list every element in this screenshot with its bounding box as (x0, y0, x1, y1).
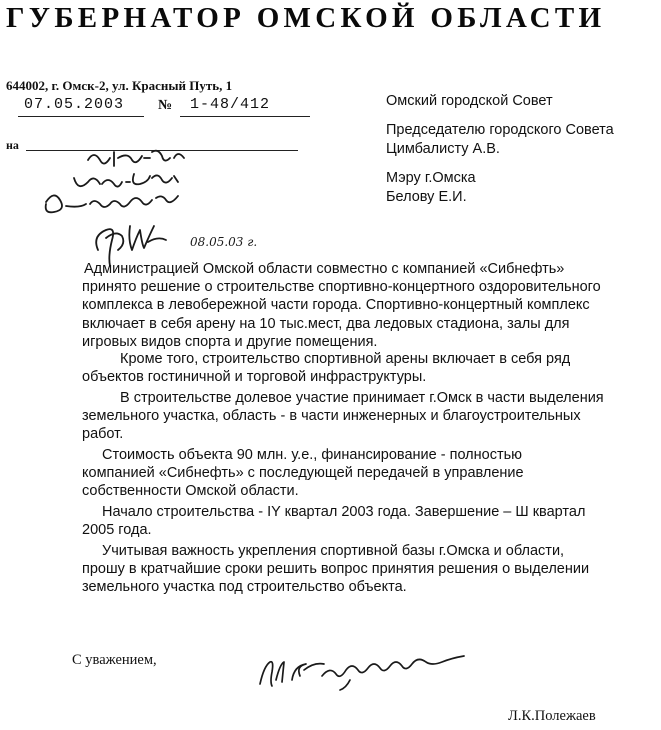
paragraph-line: прошу в кратчайшие сроки решить вопрос принятия решения о выделении (82, 561, 590, 578)
paragraph-line: включает в себя арену на 10 тыс.мест, два ледовых стадиона, залы для (82, 315, 570, 332)
recipient-mayor-name: Белову Е.И. (386, 189, 467, 205)
paragraph-line: Администрацией Омской области совместно с компанией «Сибнефть» (84, 261, 565, 277)
recipient-council: Омский городской Совет (386, 93, 553, 109)
paragraph-line: комплекса в левобережной части города. Спортивно-концертный комплекс (82, 297, 590, 314)
resolution-date: 08.05.03 г. (190, 235, 258, 249)
paragraph-line: В строительстве долевое участие принимает г.Омск в части выделения (120, 390, 604, 406)
letterhead-title: ГУБЕРНАТОР ОМСКОЙ ОБЛАСТИ (6, 2, 606, 34)
registration-date: 07.05.2003 (18, 96, 144, 117)
registration-number: 1-48/412 (180, 96, 310, 117)
registration-number-label: № (158, 98, 173, 113)
paragraph-3 (0, 389, 661, 444)
paragraph-line: Начало строительства - IY квартал 2003 года. Завершение – Ш квартал (102, 504, 586, 520)
paragraph-line: 2005 года. (82, 522, 152, 539)
paragraph-line: Учитывая важность укрепления спортивной базы г.Омска и области, (102, 543, 565, 559)
signature (252, 650, 492, 694)
paragraph-line: земельного участка под строительство объекта. (82, 579, 407, 596)
paragraph-line: компанией «Сибнефть» с последующей передачей в управление (82, 465, 524, 482)
paragraph-2 (0, 350, 661, 386)
paragraph-1 (0, 260, 661, 351)
paragraph-line: принято решение о строительстве спортивно-концертного оздоровительного (82, 279, 601, 296)
paragraph-line: Кроме того, строительство спортивной арены включает в себя ряд (120, 351, 571, 367)
letterhead-address: 644002, г. Омск-2, ул. Красный Путь, 1 (6, 78, 233, 93)
recipient-mayor-title: Мэру г.Омска (386, 170, 476, 186)
recipient-chairman-name: Цимбалисту А.В. (386, 141, 500, 157)
recipients-block (386, 92, 658, 207)
paragraph-4 (0, 446, 661, 501)
signer-name: Л.К.Полежаев (508, 708, 596, 724)
paragraph-6 (0, 542, 661, 597)
paragraph-line: игровых видов спорта и другие помещения. (82, 333, 378, 350)
paragraph-line: объектов гостиничной и торговой инфраструктуры. (82, 369, 427, 386)
paragraph-5 (0, 503, 661, 539)
paragraph-line: Стоимость объекта 90 млн. у.е., финансирование - полностью (102, 447, 523, 463)
recipient-chairman-title: Председателю городского Совета (386, 122, 614, 138)
paragraph-line: собственности Омской области. (82, 483, 299, 500)
reply-to-label: на (6, 138, 19, 152)
closing-regards: С уважением, (72, 652, 157, 668)
paragraph-line: земельного участка, область - в части инженерных и благоустроительных (82, 408, 581, 425)
handwritten-resolution (40, 138, 320, 278)
paragraph-line: работ. (82, 426, 124, 443)
